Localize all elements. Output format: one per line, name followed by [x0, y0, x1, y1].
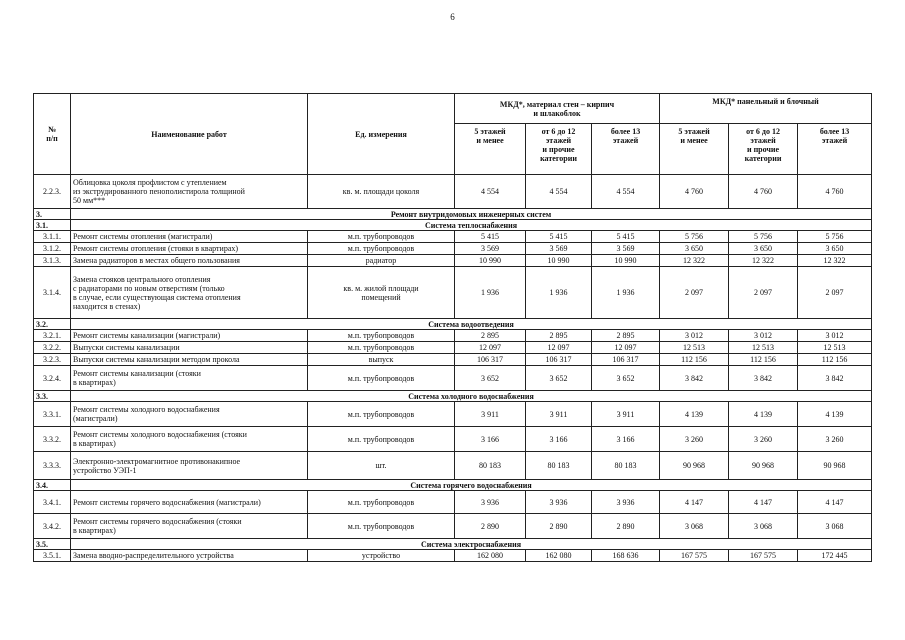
row-number: 3.4.1. — [34, 491, 71, 514]
table-row — [34, 354, 872, 366]
row-number: 2.2.3. — [34, 175, 71, 209]
row-number: 3.3.3. — [34, 452, 71, 480]
row-number: 3.2.3. — [34, 354, 71, 366]
cost-value: 3 569 — [526, 243, 592, 255]
table-row — [34, 267, 872, 319]
row-number: 3.3. — [34, 391, 71, 402]
unit-of-measure: м.п. трубопроводов — [308, 514, 455, 539]
work-name: Ремонт системы горячего водоснабжения (магистрали) — [71, 491, 308, 514]
section-row — [34, 220, 872, 231]
cost-value: 2 097 — [798, 267, 872, 319]
row-number: 3.5. — [34, 539, 71, 550]
works-cost-table — [33, 93, 872, 562]
cost-value: 3 842 — [798, 366, 872, 391]
unit-of-measure: м.п. трубопроводов — [308, 402, 455, 427]
table-body — [34, 175, 872, 562]
unit-of-measure: выпуск — [308, 354, 455, 366]
work-name: Ремонт системы канализации (магистрали) — [71, 330, 308, 342]
work-name: Ремонт системы отопления (магистрали) — [71, 231, 308, 243]
cost-value: 1 936 — [592, 267, 660, 319]
cost-value: 90 968 — [729, 452, 798, 480]
cost-value: 3 652 — [526, 366, 592, 391]
unit-of-measure: м.п. трубопроводов — [308, 231, 455, 243]
cost-value: 4 554 — [592, 175, 660, 209]
section-title: Система водоотведения — [71, 319, 872, 330]
row-number: 3.1. — [34, 220, 71, 231]
cost-value: 3 260 — [798, 427, 872, 452]
table-row — [34, 175, 872, 209]
table-row — [34, 550, 872, 562]
cost-value: 3 012 — [729, 330, 798, 342]
cost-value: 106 317 — [455, 354, 526, 366]
unit-of-measure: м.п. трубопроводов — [308, 342, 455, 354]
cost-value: 5 415 — [592, 231, 660, 243]
row-number: 3.4. — [34, 480, 71, 491]
row-number: 3.1.1. — [34, 231, 71, 243]
work-name: Замена стояков центрального отопления с радиаторами по новым отверстиям (только в случае, если существующая система отопления находится в стенах) — [71, 267, 308, 319]
unit-of-measure: м.п. трубопроводов — [308, 427, 455, 452]
unit-of-measure: кв. м. жилой площади помещений — [308, 267, 455, 319]
cost-value: 3 652 — [592, 366, 660, 391]
row-number: 3.4.2. — [34, 514, 71, 539]
table-row — [34, 514, 872, 539]
row-number: 3.1.2. — [34, 243, 71, 255]
cost-value: 4 147 — [798, 491, 872, 514]
cost-value: 3 650 — [798, 243, 872, 255]
cost-value: 112 156 — [660, 354, 729, 366]
cost-value: 4 139 — [798, 402, 872, 427]
unit-of-measure: м.п. трубопроводов — [308, 243, 455, 255]
unit-of-measure: м.п. трубопроводов — [308, 366, 455, 391]
header-name: Наименование работ — [71, 94, 308, 175]
cost-value: 2 895 — [592, 330, 660, 342]
work-name: Ремонт системы отопления (стояки в квартирах) — [71, 243, 308, 255]
row-number: 3.5.1. — [34, 550, 71, 562]
cost-value: 90 968 — [660, 452, 729, 480]
work-name: Замена радиаторов в местах общего пользования — [71, 255, 308, 267]
section-row — [34, 480, 872, 491]
table-row — [34, 330, 872, 342]
row-number: 3.1.3. — [34, 255, 71, 267]
table-row — [34, 342, 872, 354]
cost-value: 3 260 — [660, 427, 729, 452]
header-group-panel: МКД* панельный и блочный — [660, 94, 872, 124]
cost-value: 12 097 — [526, 342, 592, 354]
cost-value: 106 317 — [526, 354, 592, 366]
cost-value: 167 575 — [729, 550, 798, 562]
section-row — [34, 209, 872, 220]
row-number: 3.2.4. — [34, 366, 71, 391]
row-number: 3.1.4. — [34, 267, 71, 319]
cost-value: 12 097 — [592, 342, 660, 354]
cost-value: 12 322 — [798, 255, 872, 267]
cost-value: 5 415 — [455, 231, 526, 243]
row-number: 3.3.2. — [34, 427, 71, 452]
table-row — [34, 427, 872, 452]
cost-value: 3 166 — [526, 427, 592, 452]
header-unit: Ед. измерения — [308, 94, 455, 175]
cost-value: 3 652 — [455, 366, 526, 391]
cost-value: 80 183 — [526, 452, 592, 480]
work-name: Замена вводно-распределительного устройства — [71, 550, 308, 562]
cost-value: 10 990 — [526, 255, 592, 267]
cost-value: 3 068 — [660, 514, 729, 539]
cost-value: 3 842 — [729, 366, 798, 391]
unit-of-measure: м.п. трубопроводов — [308, 330, 455, 342]
cost-value: 3 166 — [592, 427, 660, 452]
cost-value: 10 990 — [592, 255, 660, 267]
cost-value: 3 911 — [526, 402, 592, 427]
cost-value: 4 147 — [729, 491, 798, 514]
cost-value: 3 260 — [729, 427, 798, 452]
cost-value: 3 936 — [526, 491, 592, 514]
header-sub: от 6 до 12 этажей и прочие категории — [729, 124, 798, 175]
work-name: Облицовка цоколя профлистом с утеплением из экструдированного пенополистирола толщиной 50 мм*** — [71, 175, 308, 209]
work-name: Электронно-электромагнитное противонакипное устройство УЭП-1 — [71, 452, 308, 480]
cost-value: 4 139 — [729, 402, 798, 427]
table-row — [34, 366, 872, 391]
cost-value: 2 890 — [592, 514, 660, 539]
cost-value: 3 012 — [798, 330, 872, 342]
row-number: 3.3.1. — [34, 402, 71, 427]
unit-of-measure: шт. — [308, 452, 455, 480]
row-number: 3. — [34, 209, 71, 220]
cost-value: 112 156 — [729, 354, 798, 366]
cost-value: 5 415 — [526, 231, 592, 243]
cost-value: 80 183 — [455, 452, 526, 480]
cost-value: 3 068 — [798, 514, 872, 539]
cost-value: 4 760 — [660, 175, 729, 209]
cost-value: 90 968 — [798, 452, 872, 480]
table-row — [34, 231, 872, 243]
cost-value: 12 513 — [660, 342, 729, 354]
cost-value: 2 097 — [660, 267, 729, 319]
work-name: Выпуски системы канализации — [71, 342, 308, 354]
cost-value: 112 156 — [798, 354, 872, 366]
work-name: Ремонт системы канализации (стояки в квартирах) — [71, 366, 308, 391]
cost-value: 2 890 — [455, 514, 526, 539]
page-number: 6 — [450, 12, 455, 22]
cost-value: 3 012 — [660, 330, 729, 342]
cost-value: 3 936 — [455, 491, 526, 514]
header-sub: от 6 до 12 этажей и прочие категории — [526, 124, 592, 175]
table-row — [34, 402, 872, 427]
cost-value: 12 322 — [729, 255, 798, 267]
cost-value: 3 068 — [729, 514, 798, 539]
cost-value: 12 513 — [729, 342, 798, 354]
cost-value: 2 890 — [526, 514, 592, 539]
cost-value: 3 911 — [455, 402, 526, 427]
cost-value: 10 990 — [455, 255, 526, 267]
cost-value: 4 139 — [660, 402, 729, 427]
work-name: Выпуски системы канализации методом прокола — [71, 354, 308, 366]
cost-value: 2 895 — [455, 330, 526, 342]
section-title: Ремонт внутридомовых инженерных систем — [71, 209, 872, 220]
cost-value: 3 650 — [729, 243, 798, 255]
section-row — [34, 319, 872, 330]
row-number: 3.2.2. — [34, 342, 71, 354]
section-title: Система электроснабжения — [71, 539, 872, 550]
cost-value: 2 895 — [526, 330, 592, 342]
header-sub: более 13 этажей — [592, 124, 660, 175]
cost-value: 4 147 — [660, 491, 729, 514]
section-row — [34, 539, 872, 550]
table-header — [34, 94, 872, 175]
cost-value: 12 513 — [798, 342, 872, 354]
cost-value: 3 911 — [592, 402, 660, 427]
table-row — [34, 452, 872, 480]
header-sub: 5 этажей и менее — [455, 124, 526, 175]
cost-value: 162 080 — [526, 550, 592, 562]
header-sub: более 13 этажей — [798, 124, 872, 175]
cost-value: 5 756 — [660, 231, 729, 243]
unit-of-measure: кв. м. площади цоколя — [308, 175, 455, 209]
unit-of-measure: устройство — [308, 550, 455, 562]
section-title: Система теплоснабжения — [71, 220, 872, 231]
cost-value: 172 445 — [798, 550, 872, 562]
work-name: Ремонт системы холодного водоснабжения (стояки в квартирах) — [71, 427, 308, 452]
header-sub: 5 этажей и менее — [660, 124, 729, 175]
header-group-brick: МКД*, материал стен – кирпич и шлакоблок — [455, 94, 660, 124]
cost-value: 3 936 — [592, 491, 660, 514]
unit-of-measure: м.п. трубопроводов — [308, 491, 455, 514]
cost-value: 162 080 — [455, 550, 526, 562]
cost-value: 5 756 — [729, 231, 798, 243]
cost-value: 80 183 — [592, 452, 660, 480]
header-num: № п/п — [34, 94, 71, 175]
table-row — [34, 243, 872, 255]
row-number: 3.2. — [34, 319, 71, 330]
cost-value: 4 554 — [455, 175, 526, 209]
cost-value: 106 317 — [592, 354, 660, 366]
section-title: Система холодного водоснабжения — [71, 391, 872, 402]
cost-value: 3 166 — [455, 427, 526, 452]
table-row — [34, 491, 872, 514]
unit-of-measure: радиатор — [308, 255, 455, 267]
cost-value: 2 097 — [729, 267, 798, 319]
cost-value: 5 756 — [798, 231, 872, 243]
cost-value: 3 650 — [660, 243, 729, 255]
cost-value: 4 760 — [798, 175, 872, 209]
section-title: Система горячего водоснабжения — [71, 480, 872, 491]
section-row — [34, 391, 872, 402]
table-row — [34, 255, 872, 267]
cost-value: 168 636 — [592, 550, 660, 562]
cost-value: 1 936 — [455, 267, 526, 319]
cost-value: 1 936 — [526, 267, 592, 319]
cost-value: 3 569 — [455, 243, 526, 255]
work-name: Ремонт системы горячего водоснабжения (стояки в квартирах) — [71, 514, 308, 539]
cost-value: 3 569 — [592, 243, 660, 255]
cost-value: 12 097 — [455, 342, 526, 354]
cost-value: 12 322 — [660, 255, 729, 267]
cost-value: 167 575 — [660, 550, 729, 562]
row-number: 3.2.1. — [34, 330, 71, 342]
cost-value: 4 760 — [729, 175, 798, 209]
cost-value: 3 842 — [660, 366, 729, 391]
work-name: Ремонт системы холодного водоснабжения (магистрали) — [71, 402, 308, 427]
cost-value: 4 554 — [526, 175, 592, 209]
